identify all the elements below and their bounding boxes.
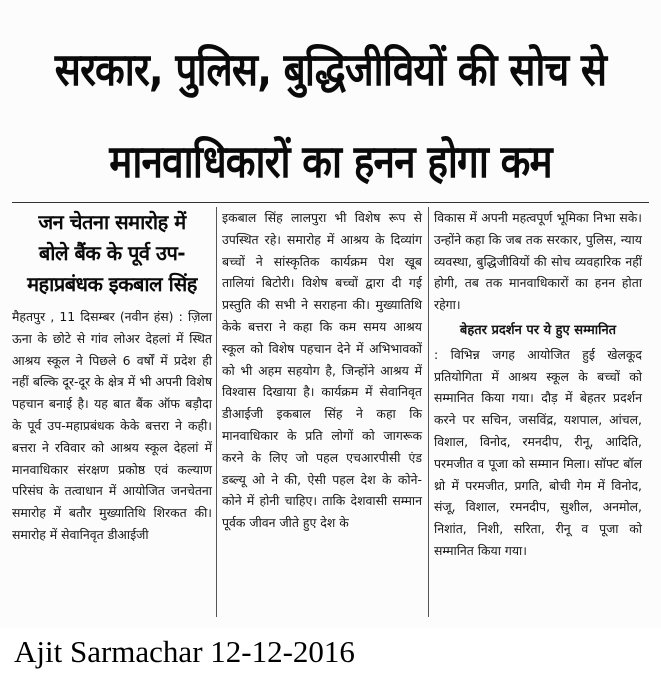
headline-line-1: सरकार, पुलिस, बुद्धिजीवियों की सोच से	[54, 43, 607, 96]
source-caption: Ajit Sarmachar 12-12-2016	[14, 634, 355, 669]
subheadline-line-3: महाप्रबंधक इकबाल सिंह	[27, 272, 197, 296]
column-1-text: मैहतपुर , 11 दिसम्बर (नवीन हंस) : ज़िला ऊना के छोटे से गांव लोअर देहलां में स्थित आश्रय स्कूल ने पिछले 6 वर्षों में प्रदेश ही नहीं बल्कि दूर-दूर के क्षेत्र में भी अपनी विशेष पहचान बनाई है। यह बात बैंक ऑफ बड़ौदा के पूर्व उप-महाप्रबंधक केके बत्तरा ने कही। बत्तरा ने रविवार को आश्रय स्कूल देहलां में मानवाधिकार संरक्षण प्रकोष्ठ एवं कल्याण परिसंघ के तत्वाधान में आयोजित जनचेतना समारोह में बतौर मुख्यातिथि शिरकत की। समारोह में सेवानिवृत डीआईजी	[12, 309, 212, 542]
article-column-3	[434, 207, 642, 562]
column-3-text-part-1: विकास में अपनी महत्वपूर्ण भूमिका निभा सके। उन्होंने कहा कि जब तक सरकार, पुलिस, न्याय व्यवस्था, बुद्धिजीवियों की सोच व्यवहारिक नहीं होगी, तब तक मानवाधिकारों का हनन होता रहेगा।	[434, 210, 642, 313]
subheadline-line-2: बोले बैंक के पूर्व उप-	[38, 241, 186, 265]
article-column-2	[222, 207, 422, 534]
subheadline-line-1: जन चेतना समारोह में	[38, 210, 186, 234]
column-divider-2	[428, 207, 429, 617]
subheadline	[12, 207, 212, 300]
headline-line-2: मानवाधिकारों का हनन होगा कम	[109, 135, 552, 188]
headline-divider	[12, 202, 649, 203]
column-divider-1	[216, 207, 217, 617]
column-3-text-part-2: : विभिन्न जगह आयोजित हुई खेलकूद प्रतियोगिता में आश्रय स्कूल के बच्चों को सम्मानित किया गया। दौड़ में बेहतर प्रदर्शन करने पर सचिन, जसविंद्र, यशपाल, आंचल, विशाल, विनोद, रमनदीप, रीनू, आदिति, परमजीत व पूजा को सम्मान मिला। सॉफ्ट बॉल थ्रो में परमजीत, प्रगति, बोची गेम में विनोद, संजू, विशाल, रमनदीप, सुशील, अनमोल, निशांत, निशी, सरिता, रीनू व पूजा को सम्मानित किया गया।	[434, 346, 642, 558]
column-2-text: इकबाल सिंह लालपुरा भी विशेष रूप से उपस्थित रहे। समारोह में आश्रय के दिव्यांग बच्चों ने सांस्कृतिक कार्यक्रम पेश खूब तालियां बिटोरी। विशेष बच्चों द्वारा दी गई प्रस्तुति की सभी ने सराहना की। मुख्यातिथि केके बत्तरा ने कहा कि कम समय आश्रय स्कूल को विशेष पहचान देने में अभिभावकों को भी अहम सहयोग है, जिन्होंने आश्रय में विश्वास दिखाया है। कार्यक्रम में सेवानिवृत डीआईजी इकबाल सिंह ने कहा कि मानवाधिकार के प्रति लोगों को जागरूक करने के लिए जो पहल एचआरपीसी एंड डब्ल्यू ओ ने की, ऐसी पहल देश के कोने-कोने में होनी चाहिए। ताकि देशवासी सम्मान पूर्वक जीवन जीते हुए देश के	[222, 210, 422, 531]
column-3-subheading: बेहतर प्रदर्शन पर ये हुए सम्मानित	[459, 322, 617, 338]
article-column-1	[12, 207, 212, 546]
